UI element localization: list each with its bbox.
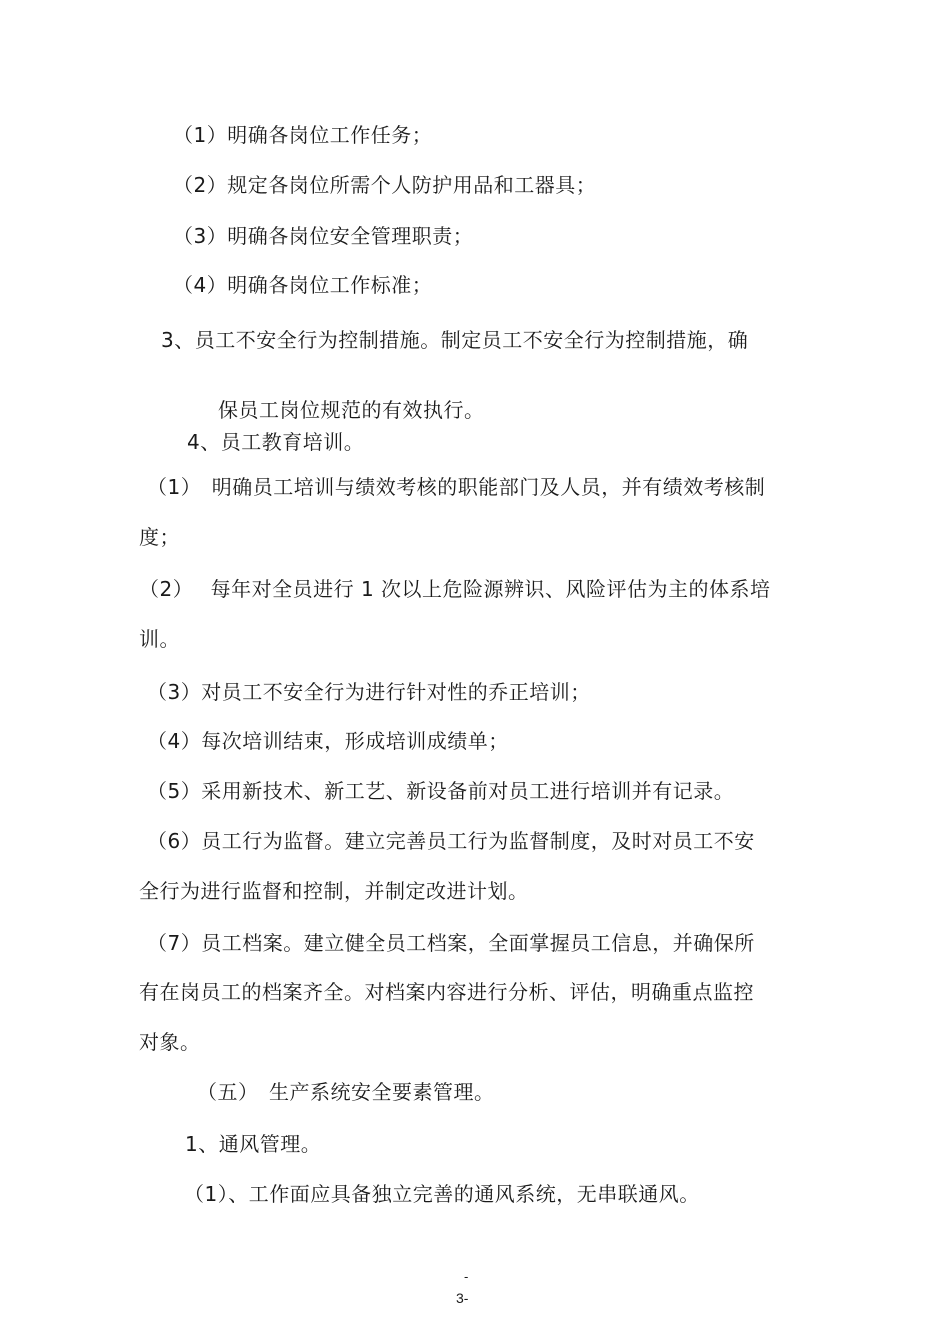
text-line: （2）规定各岗位所需个人防护用品和工器具； bbox=[173, 173, 597, 197]
text-line: 有在岗员工的档案齐全。对档案内容进行分析、评估，明确重点监控 bbox=[139, 980, 754, 1004]
page-footer-dash: - bbox=[464, 1269, 469, 1284]
text-line: （1） 明确员工培训与绩效考核的职能部门及人员，并有绩效考核制 bbox=[147, 475, 766, 499]
text-line: 保员工岗位规范的有效执行。 bbox=[218, 398, 485, 422]
text-line: 3、员工不安全行为控制措施。制定员工不安全行为控制措施，确 bbox=[161, 328, 749, 352]
text-line: （6）员工行为监督。建立完善员工行为监督制度，及时对员工不安 bbox=[147, 829, 755, 853]
text-line: （2） 每年对全员进行 1 次以上危险源辨识、风险评估为主的体系培 bbox=[139, 577, 771, 601]
text-line: （3）明确各岗位安全管理职责； bbox=[173, 224, 474, 248]
text-line: 全行为进行监督和控制，并制定改进计划。 bbox=[139, 879, 529, 903]
text-line: 4、员工教育培训。 bbox=[187, 430, 365, 454]
section-heading: （五） 生产系统安全要素管理。 bbox=[197, 1080, 495, 1104]
text-line: （7）员工档案。建立健全员工档案，全面掌握员工信息，并确保所 bbox=[147, 931, 755, 955]
text-line: 训。 bbox=[139, 627, 180, 651]
text-line: 对象。 bbox=[139, 1030, 201, 1054]
text-line: （3）对员工不安全行为进行针对性的乔正培训； bbox=[147, 680, 591, 704]
page-number: 3- bbox=[456, 1290, 469, 1306]
text-line: （5）采用新技术、新工艺、新设备前对员工进行培训并有记录。 bbox=[147, 779, 735, 803]
text-line: 1、通风管理。 bbox=[185, 1132, 322, 1156]
text-line: （1）明确各岗位工作任务； bbox=[173, 123, 433, 147]
text-line: （4）明确各岗位工作标准； bbox=[173, 273, 433, 297]
text-line: （4）每次培训结束，形成培训成绩单； bbox=[147, 729, 509, 753]
text-line: （1）、工作面应具备独立完善的通风系统，无串联通风。 bbox=[184, 1182, 700, 1206]
text-line: 度； bbox=[139, 525, 180, 549]
